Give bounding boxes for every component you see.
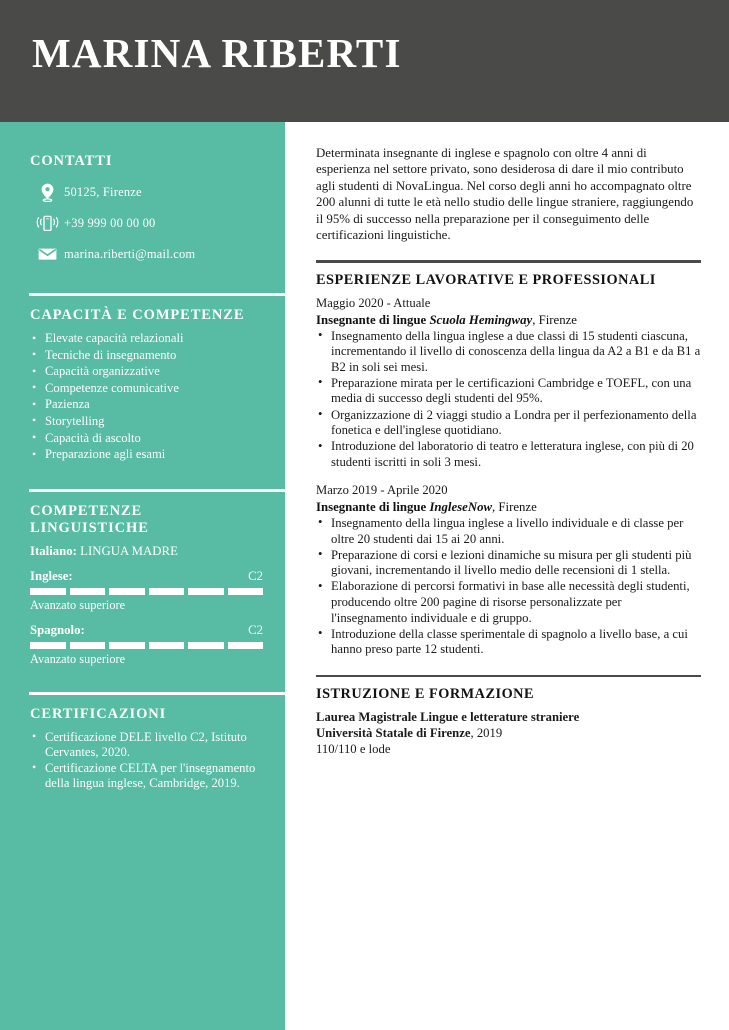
experience-bullets bbox=[316, 329, 701, 471]
page-title: MARINA RIBERTI bbox=[32, 30, 402, 76]
list-item: • Insegnamento della lingua inglese a due classi di 15 studenti ciascuna, incrementando il livello di conoscenza della lingua da A2 a B1 e da B1 a B2 in soli sei mesi. bbox=[316, 329, 701, 376]
education-degree: Laurea Magistrale Lingue e letterature straniere bbox=[316, 710, 580, 725]
language-spanish-bar bbox=[30, 642, 263, 649]
contact-location bbox=[30, 177, 263, 207]
list-item: • Insegnamento della lingua inglese a livello individuale e di classe per oltre 20 studenti dai 15 ai 20 anni. bbox=[316, 516, 701, 547]
list-item: • Competenze comunicative bbox=[30, 381, 263, 396]
main-column bbox=[285, 122, 729, 1030]
bar-segment bbox=[149, 588, 185, 595]
contacts-title: CONTATTI bbox=[30, 153, 113, 169]
experience-bullets bbox=[316, 516, 701, 658]
language-spanish-description: Avanzato superiore bbox=[30, 651, 126, 666]
list-item: • Preparazione di corsi e lezioni dinamiche su misura per gli studenti più giovani, incrementando il livello medio delle recensioni di 1 stella. bbox=[316, 548, 701, 579]
experience-entry bbox=[316, 483, 701, 657]
language-native-value: LINGUA MADRE bbox=[80, 543, 178, 558]
list-item: • Introduzione del laboratorio di teatro e letteratura inglese, con più di 20 studenti iscritti in soli 3 mesi. bbox=[316, 439, 701, 470]
skills-title: CAPACITÀ E COMPETENZE bbox=[30, 307, 245, 323]
education-grade: 110/110 e lode bbox=[316, 741, 391, 756]
certifications-title: CERTIFICAZIONI bbox=[30, 705, 167, 722]
list-item: • Storytelling bbox=[30, 414, 263, 429]
contact-location-text: 50125, Firenze bbox=[64, 184, 142, 199]
language-english-bar bbox=[30, 588, 263, 595]
bar-segment bbox=[70, 588, 106, 595]
list-item: • Organizzazione di 2 viaggi studio a Londra per il perfezionamento della fonetica e dell'inglese quotidiano. bbox=[316, 408, 701, 439]
bar-segment bbox=[109, 588, 145, 595]
language-spanish-name: Spagnolo: bbox=[30, 622, 85, 637]
certifications-divider bbox=[29, 692, 287, 695]
bar-segment bbox=[70, 642, 106, 649]
skills-divider bbox=[29, 293, 287, 296]
experience-role: Insegnante di lingue bbox=[316, 312, 427, 327]
experience-divider bbox=[316, 260, 701, 263]
bar-segment bbox=[30, 642, 66, 649]
language-english-description: Avanzato superiore bbox=[30, 597, 126, 612]
contact-email bbox=[30, 239, 263, 269]
bar-segment bbox=[188, 588, 224, 595]
education-title: ISTRUZIONE E FORMAZIONE bbox=[316, 686, 535, 703]
language-spanish-level: C2 bbox=[248, 622, 263, 637]
experience-date: Maggio 2020 - Attuale bbox=[316, 295, 431, 310]
experience-role-line bbox=[316, 499, 701, 515]
experience-date: Marzo 2019 - Aprile 2020 bbox=[316, 483, 448, 498]
language-english-level: C2 bbox=[248, 568, 263, 583]
section-contacts bbox=[30, 153, 263, 269]
section-certifications bbox=[30, 692, 263, 792]
language-spanish-head bbox=[30, 623, 263, 638]
list-item: • Tecniche di insegnamento bbox=[30, 348, 263, 363]
list-item: • Pazienza bbox=[30, 397, 263, 412]
experience-organization: IngleseNow bbox=[429, 499, 493, 514]
experience-title: ESPERIENZE LAVORATIVE E PROFESSIONALI bbox=[316, 271, 656, 288]
experience-location: , Firenze bbox=[492, 499, 537, 514]
language-native-label: Italiano: bbox=[30, 543, 77, 558]
education-institution-line bbox=[316, 726, 701, 742]
contact-phone-text: +39 999 00 00 00 bbox=[64, 215, 156, 230]
bar-segment bbox=[30, 588, 66, 595]
list-item: • Certificazione DELE livello C2, Istituto Cervantes, 2020. bbox=[30, 730, 263, 760]
profile-summary: Determinata insegnante di inglese e spagnolo con oltre 4 anni di esperienza nel settore privato, sono desiderosa di dare il mio contributo agli studenti di NovaLingua. Nel corso degli anni ho accompagnato oltre 200 alunni di tutte le età nello studio delle lingue straniere, raggiungendo il 95% di successo nella preparazione per il conseguimento delle certificazioni linguistiche. bbox=[316, 146, 694, 243]
list-item: • Capacità di ascolto bbox=[30, 431, 263, 446]
languages-divider bbox=[29, 489, 287, 492]
envelope-icon bbox=[30, 247, 64, 261]
bar-segment bbox=[228, 642, 264, 649]
list-item: • Capacità organizzative bbox=[30, 364, 263, 379]
education-divider bbox=[316, 675, 701, 678]
map-pin-icon bbox=[30, 183, 64, 202]
experience-location: , Firenze bbox=[532, 312, 577, 327]
language-item-spanish bbox=[30, 623, 263, 667]
contact-email-text: marina.riberti@mail.com bbox=[64, 246, 196, 261]
education-institution: Università Statale di Firenze bbox=[316, 726, 471, 741]
list-item: • Preparazione mirata per le certificazioni Cambridge e TOEFL, con una media di successo degli studenti del 95%. bbox=[316, 376, 701, 407]
bar-segment bbox=[109, 642, 145, 649]
phone-vibrate-icon bbox=[30, 214, 64, 233]
language-native bbox=[30, 544, 263, 559]
language-item-english bbox=[30, 569, 263, 613]
list-item: • Certificazione CELTA per l'insegnamento della lingua inglese, Cambridge, 2019. bbox=[30, 761, 263, 791]
experience-entry bbox=[316, 296, 701, 470]
experience-role-line bbox=[316, 312, 701, 328]
education-year: , 2019 bbox=[470, 726, 503, 741]
contact-phone bbox=[30, 208, 263, 238]
experience-organization: Scuola Hemingway bbox=[429, 312, 533, 327]
header-banner bbox=[0, 0, 729, 122]
bar-segment bbox=[228, 588, 264, 595]
section-skills bbox=[30, 293, 263, 463]
bar-segment bbox=[149, 642, 185, 649]
bar-segment bbox=[188, 642, 224, 649]
list-item: • Introduzione della classe sperimentale di spagnolo a livello base, a cui hanno preso parte 12 studenti. bbox=[316, 627, 701, 658]
certifications-list bbox=[30, 730, 263, 792]
sidebar bbox=[0, 122, 285, 1030]
language-english-name: Inglese: bbox=[30, 568, 73, 583]
skills-list bbox=[30, 331, 263, 463]
language-english-head bbox=[30, 569, 263, 584]
languages-title: COMPETENZE LINGUISTICHE bbox=[30, 502, 149, 536]
section-languages bbox=[30, 489, 263, 667]
list-item: • Preparazione agli esami bbox=[30, 447, 263, 462]
list-item: • Elevate capacità relazionali bbox=[30, 331, 263, 346]
experience-role: Insegnante di lingue bbox=[316, 499, 427, 514]
list-item: • Elaborazione di percorsi formativi in base alle necessità degli studenti, producendo oltre 200 pagine di risorse personalizzate per l'insegnamento individuale e di gruppo. bbox=[316, 579, 701, 626]
